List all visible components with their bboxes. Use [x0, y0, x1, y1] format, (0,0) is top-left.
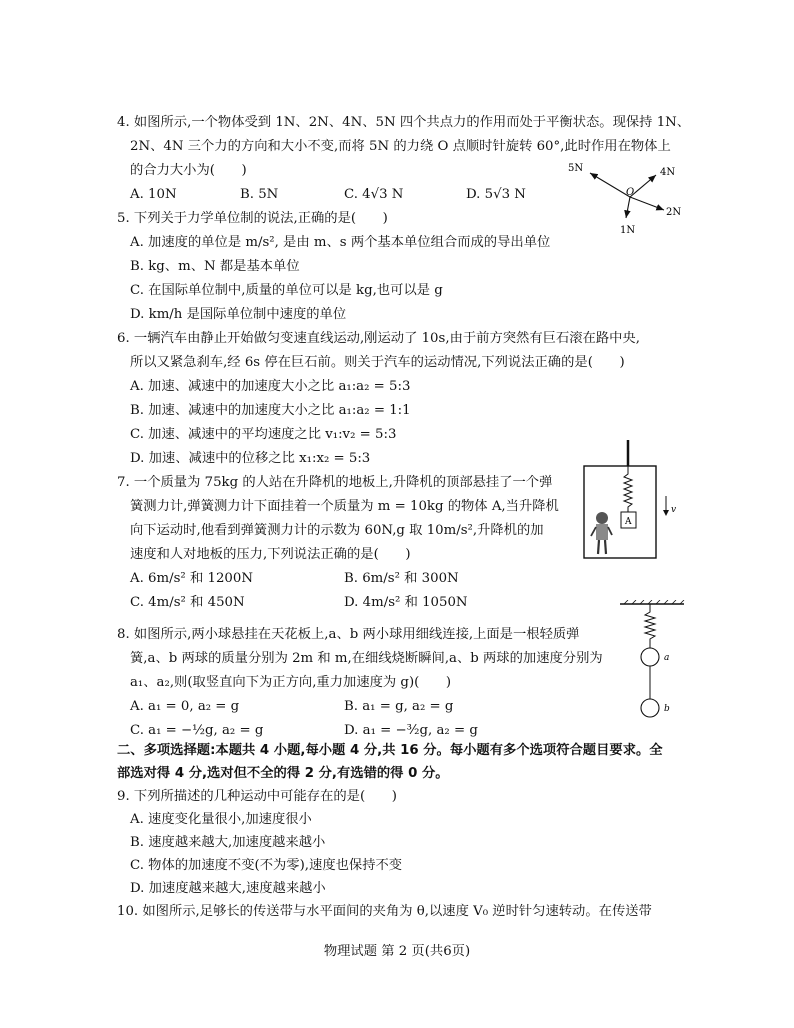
q6-option-c: C. 加速、减速中的平均速度之比 v₁:v₂ = 5:3: [130, 427, 397, 442]
velocity-label: v: [671, 505, 677, 515]
q6-option-a: A. 加速、减速中的加速度大小之比 a₁:a₂ = 5:3: [130, 379, 411, 394]
q6-option-b: B. 加速、减速中的加速度大小之比 a₁:a₂ = 1:1: [130, 403, 411, 418]
q7-line-1: 7. 一个质量为 75kg 的人站在升降机的地板上,升降机的顶部悬挂了一个弹: [117, 475, 553, 490]
ball-b: [641, 699, 659, 717]
q7-elevator-diagram: [578, 440, 688, 562]
force-2n-arrow: [630, 197, 664, 210]
ball-a-label: a: [664, 653, 670, 663]
block-a-label: A: [625, 517, 632, 527]
q7-line-3: 向下运动时,他看到弹簧测力计的示数为 60N,g 取 10m/s²,升降机的加: [130, 523, 544, 538]
label-o: O: [626, 187, 635, 198]
q7-line-2: 簧测力计,弹簧测力计下面挂着一个质量为 m = 10kg 的物体 A,当升降机: [130, 499, 559, 514]
section-2-heading-line-1: 二、多项选择题:本题共 4 小题,每小题 4 分,共 16 分。每小题有多个选项符合题目要求。全: [117, 743, 663, 758]
q6-option-d: D. 加速、减速中的位移之比 x₁:x₂ = 5:3: [130, 451, 371, 466]
q4-line-1: 4. 如图所示,一个物体受到 1N、2N、4N、5N 四个共点力的作用而处于平衡状态。现保持 1N、: [117, 115, 691, 130]
q8-line-2: 簧,a、b 两球的质量分别为 2m 和 m,在细线烧断瞬间,a、b 两球的加速度分别为: [130, 651, 603, 666]
q9-option-c: C. 物体的加速度不变(不为零),速度也保持不变: [130, 858, 403, 873]
q9-option-a: A. 速度变化量很小,加速度很小: [130, 812, 312, 827]
q4-option-b: B. 5N: [240, 187, 279, 202]
q7-option-b: B. 6m/s² 和 300N: [344, 571, 459, 586]
q8-option-d: D. a₁ = −³⁄₂g, a₂ = g: [344, 723, 478, 738]
label-4n: 4N: [660, 167, 676, 178]
q8-option-c: C. a₁ = −½g, a₂ = g: [130, 723, 264, 738]
spring-scale: [624, 466, 632, 512]
q4-option-d: D. 5√3 N: [466, 187, 526, 202]
person-figure: [591, 512, 612, 554]
q4-line-3: 的合力大小为( ): [130, 163, 247, 178]
q7-option-d: D. 4m/s² 和 1050N: [344, 595, 468, 610]
page-footer: 物理试题 第 2 页(共6页): [323, 944, 471, 959]
ball-b-label: b: [664, 704, 670, 714]
q5-option-a: A. 加速度的单位是 m/s², 是由 m、s 两个基本单位组合而成的导出单位: [130, 235, 551, 250]
q7-line-4: 速度和人对地板的压力,下列说法正确的是( ): [130, 547, 411, 562]
ball-a: [641, 648, 659, 666]
force-1n-arrow: [626, 197, 630, 218]
q4-force-diagram: [560, 155, 690, 240]
q9-option-d: D. 加速度越来越大,速度越来越小: [130, 881, 326, 896]
q4-option-c: C. 4√3 N: [344, 187, 404, 202]
elevator-car: [584, 466, 656, 558]
q4-option-a: A. 10N: [130, 187, 177, 202]
q8-spring-balls-diagram: [618, 600, 688, 720]
q6-line-2: 所以又紧急刹车,经 6s 停在巨石前。则关于汽车的运动情况,下列说法正确的是( ): [130, 355, 625, 370]
q4-line-2: 2N、4N 三个力的方向和大小不变,而将 5N 的力绕 O 点顺时针旋转 60°,此时作用在物体上: [130, 139, 671, 154]
q7-option-c: C. 4m/s² 和 450N: [130, 595, 245, 610]
section-2-heading-line-2: 部选对得 4 分,选对但不全的得 2 分,有选错的得 0 分。: [117, 766, 449, 781]
q5-option-d: D. km/h 是国际单位制中速度的单位: [130, 307, 347, 322]
q9-option-b: B. 速度越来越大,加速度越来越小: [130, 835, 326, 850]
q8-option-b: B. a₁ = g, a₂ = g: [344, 699, 454, 714]
q6-line-1: 6. 一辆汽车由静止开始做匀变速直线运动,刚运动了 10s,由于前方突然有巨石滚在路中央,: [117, 331, 640, 346]
label-5n: 5N: [568, 163, 584, 174]
label-1n: 1N: [620, 225, 636, 236]
q9-stem: 9. 下列所描述的几种运动中可能存在的是( ): [117, 789, 397, 804]
q8-line-1: 8. 如图所示,两小球悬挂在天花板上,a、b 两小球用细线连接,上面是一根轻质弹: [117, 627, 580, 642]
force-5n-arrow: [590, 173, 630, 197]
q5-option-b: B. kg、m、N 都是基本单位: [130, 259, 300, 274]
spring: [645, 604, 655, 648]
label-2n: 2N: [666, 207, 682, 218]
q7-option-a: A. 6m/s² 和 1200N: [130, 571, 253, 586]
q10-line-1: 10. 如图所示,足够长的传送带与水平面间的夹角为 θ,以速度 V₀ 逆时针匀速转动。在传送带: [117, 904, 652, 919]
q8-option-a: A. a₁ = 0, a₂ = g: [130, 699, 240, 714]
q5-option-c: C. 在国际单位制中,质量的单位可以是 kg,也可以是 g: [130, 283, 443, 298]
q8-line-3: a₁、a₂,则(取竖直向下为正方向,重力加速度为 g)( ): [130, 675, 452, 690]
q5-stem: 5. 下列关于力学单位制的说法,正确的是( ): [117, 211, 388, 226]
